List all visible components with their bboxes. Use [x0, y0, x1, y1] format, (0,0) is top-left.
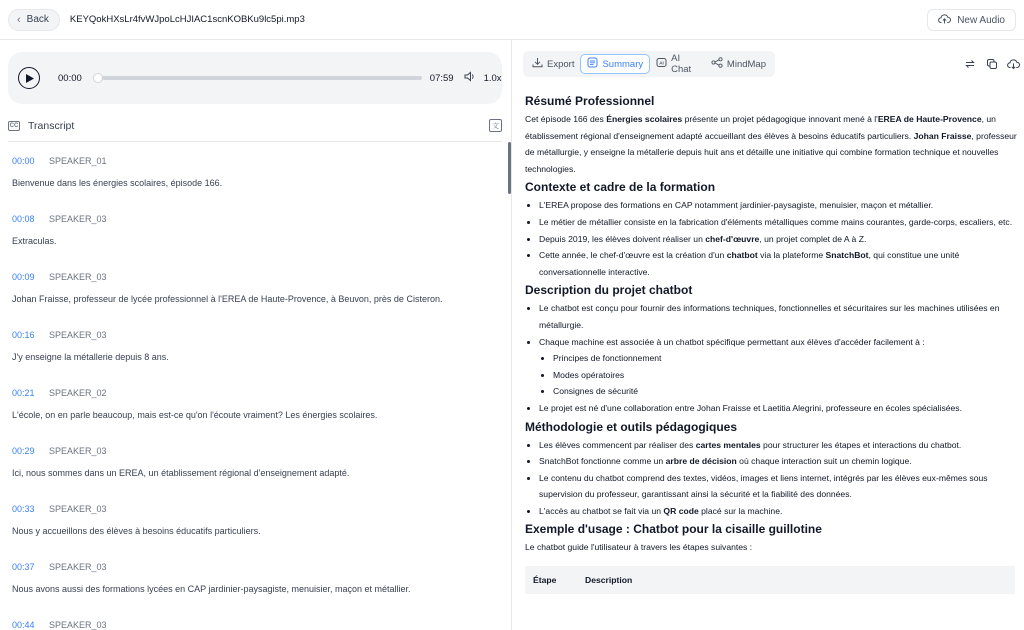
- segment-speaker: SPEAKER_03: [49, 446, 107, 456]
- segment-text: J'y enseigne la métallerie depuis 8 ans.: [12, 352, 169, 362]
- transcript-panel: [0, 40, 512, 630]
- segment-speaker: SPEAKER_03: [49, 620, 107, 630]
- sub-list-item: • Consignes de sécurité: [553, 383, 1017, 400]
- play-icon: [26, 74, 34, 83]
- tab-label: MindMap: [726, 58, 766, 70]
- context-list: [525, 197, 1017, 280]
- segment-timestamp[interactable]: 00:00: [12, 156, 35, 166]
- list-item: • SnatchBot fonctionne comme un arbre de décision où chaque interaction suit un chemin logique.: [539, 453, 1017, 470]
- section-heading: Exemple d'usage : Chatbot pour la cisaille guillotine: [525, 522, 822, 537]
- segment-speaker: SPEAKER_03: [49, 504, 107, 514]
- new-audio-button[interactable]: [927, 9, 1016, 31]
- transcript-title: Transcript: [28, 120, 75, 132]
- section-heading: Description du projet chatbot: [525, 283, 693, 298]
- summary-content: [525, 93, 1017, 594]
- scrollbar[interactable]: [508, 142, 511, 194]
- sub-list: [539, 350, 1017, 400]
- chevron-left-icon: ‹: [17, 13, 21, 26]
- list-item: • Le chatbot est conçu pour fournir des informations techniques, fonctionnelles et sécuritaires sur les machines utilisées en métallurgie.: [539, 300, 1017, 333]
- list-item: • Le projet est né d'une collaboration entre Johan Fraisse et Laetitia Alegrini, professeure en écoles spécialisées.: [539, 400, 1017, 417]
- list-item: • Les élèves commencent par réaliser des cartes mentales pour structurer les étapes et interactions du chatbot.: [539, 437, 1017, 454]
- segment-timestamp[interactable]: 00:16: [12, 330, 35, 340]
- tab-label: Summary: [602, 58, 644, 70]
- segment-speaker: SPEAKER_03: [49, 214, 107, 224]
- segment-speaker: SPEAKER_01: [49, 156, 107, 166]
- summary-panel: [513, 40, 1024, 630]
- section-heading: Contexte et cadre de la formation: [525, 180, 716, 195]
- segment-speaker: SPEAKER_03: [49, 562, 107, 572]
- seek-handle[interactable]: [93, 73, 103, 83]
- segment-text: Extraculas.: [12, 236, 57, 246]
- playback-speed[interactable]: 1.0x: [483, 72, 502, 84]
- seek-bar[interactable]: [96, 76, 422, 80]
- description-list: [525, 300, 1017, 416]
- divider: [8, 141, 502, 142]
- play-button[interactable]: [18, 67, 40, 89]
- summary-actions: [963, 57, 1020, 70]
- mindmap-icon: [711, 57, 723, 71]
- sub-list-item: • Principes de fonctionnement: [553, 350, 1017, 367]
- current-time: 00:00: [58, 72, 82, 84]
- segment-text: Johan Fraisse, professeur de lycée professionnel à l'EREA de Haute-Provence, à Beuvon, près de Cisteron.: [12, 294, 443, 304]
- segment-speaker: SPEAKER_03: [49, 330, 107, 340]
- file-name: KEYQokHXsLr4fvWJpoLcHJIAC1scnKOBKu9lc5pi.mp3: [69, 14, 305, 25]
- tab-export[interactable]: [526, 54, 580, 74]
- document-icon: [587, 57, 598, 71]
- refresh-icon[interactable]: [963, 57, 976, 70]
- table-header-cell: Étape: [533, 574, 557, 585]
- segment-timestamp[interactable]: 00:44: [12, 620, 35, 630]
- list-item: • L'EREA propose des formations en CAP notamment jardinier-paysagiste, menuisier, maçon et métallier.: [539, 197, 1017, 214]
- segment-timestamp[interactable]: 00:33: [12, 504, 35, 514]
- steps-table-header: [525, 566, 1015, 594]
- list-item: • Cette année, le chef-d'œuvre est la création d'un chatbot via la plateforme SnatchBot, qui constitue une unité conversationnelle interactive.: [539, 247, 1017, 280]
- transcript-header: [8, 116, 502, 136]
- segment-text: Nous avons aussi des formations lycées en CAP jardinier-paysagiste, menuisier, maçon et métallier.: [12, 584, 411, 594]
- segment-timestamp[interactable]: 00:21: [12, 388, 35, 398]
- new-audio-label: New Audio: [957, 14, 1005, 26]
- segment-timestamp[interactable]: 00:29: [12, 446, 35, 456]
- segment-timestamp[interactable]: 00:08: [12, 214, 35, 224]
- segment-timestamp[interactable]: 00:09: [12, 272, 35, 282]
- download-icon: [532, 57, 543, 71]
- closed-captions-icon: CC: [9, 123, 19, 129]
- segment-speaker: SPEAKER_03: [49, 272, 107, 282]
- view-tabs: [523, 51, 775, 77]
- tab-mindmap[interactable]: [705, 54, 772, 74]
- sub-list-item: • Modes opératoires: [553, 367, 1017, 384]
- summary-heading: Résumé Professionnel: [525, 94, 655, 108]
- segment-speaker: SPEAKER_02: [49, 388, 107, 398]
- ai-icon: [656, 57, 667, 71]
- segment-text: Ici, nous sommes dans un EREA, un établissement régional d'enseignement adapté.: [12, 468, 350, 478]
- audio-player: [8, 52, 502, 104]
- example-intro: Le chatbot guide l'utilisateur à travers les étapes suivantes :: [525, 542, 753, 553]
- top-bar: [0, 0, 1024, 40]
- list-item: • Chaque machine est associée à un chatbot spécifique permettant aux élèves d'accéder facilement à : • Principes de fonctionnement • Modes opératoires • Consignes de sécurité: [539, 334, 1017, 400]
- list-item: • L'accès au chatbot se fait via un QR code placé sur la machine.: [539, 503, 1017, 520]
- cloud-upload-icon: [938, 13, 951, 27]
- volume-icon[interactable]: [464, 71, 476, 85]
- tab-ai-chat[interactable]: [650, 54, 705, 74]
- section-heading: Méthodologie et outils pédagogiques: [525, 419, 737, 434]
- translate-icon[interactable]: 文: [489, 119, 502, 132]
- svg-text:AI: AI: [659, 60, 664, 66]
- back-button[interactable]: [8, 9, 60, 31]
- methodology-list: [525, 437, 1017, 520]
- back-label: Back: [26, 14, 49, 25]
- duration: 07:59: [429, 72, 454, 84]
- tab-summary[interactable]: [580, 54, 650, 74]
- segment-text: Bienvenue dans les énergies scolaires, épisode 166.: [12, 178, 223, 188]
- tab-label: AI Chat: [671, 53, 692, 75]
- segment-text: L'école, on en parle beaucoup, mais est-ce qu'on l'écoute vraiment? Les énergies scolaires.: [12, 410, 378, 420]
- segment-timestamp[interactable]: 00:37: [12, 562, 35, 572]
- tab-label: Export: [547, 58, 575, 70]
- list-item: • Le métier de métallier consiste en la fabrication d'éléments métalliques comme mains courantes, garde-corps, escaliers, etc.: [539, 214, 1017, 231]
- table-header-cell: Description: [585, 574, 633, 585]
- segment-text: Nous y accueillons des élèves à besoins éducatifs particuliers.: [12, 526, 261, 536]
- list-item: • Le contenu du chatbot comprend des textes, vidéos, images et liens internet, intégrés par les élèves eux-mêmes sous supervision du professeur, garantissant ainsi la sécurité et la fiabilité des données.: [539, 470, 1017, 503]
- copy-icon[interactable]: [985, 57, 998, 70]
- cloud-download-icon[interactable]: [1007, 57, 1020, 70]
- summary-intro: Cet épisode 166 des Énergies scolaires présente un projet pédagogique innovant mené à l'EREA de Haute-Provence, un établissement régional d'enseignement adapté accueillant des élèves à besoins éducatifs particuliers. Johan Fraisse, professeur de métallurgie, y enseigne la métallerie depuis huit ans et détaille une initiative qui combine formation technique et nouvelles technologies.: [525, 114, 1017, 174]
- list-item: • Depuis 2019, les élèves doivent réaliser un chef-d'œuvre, un projet complet de A à Z.: [539, 231, 1017, 248]
